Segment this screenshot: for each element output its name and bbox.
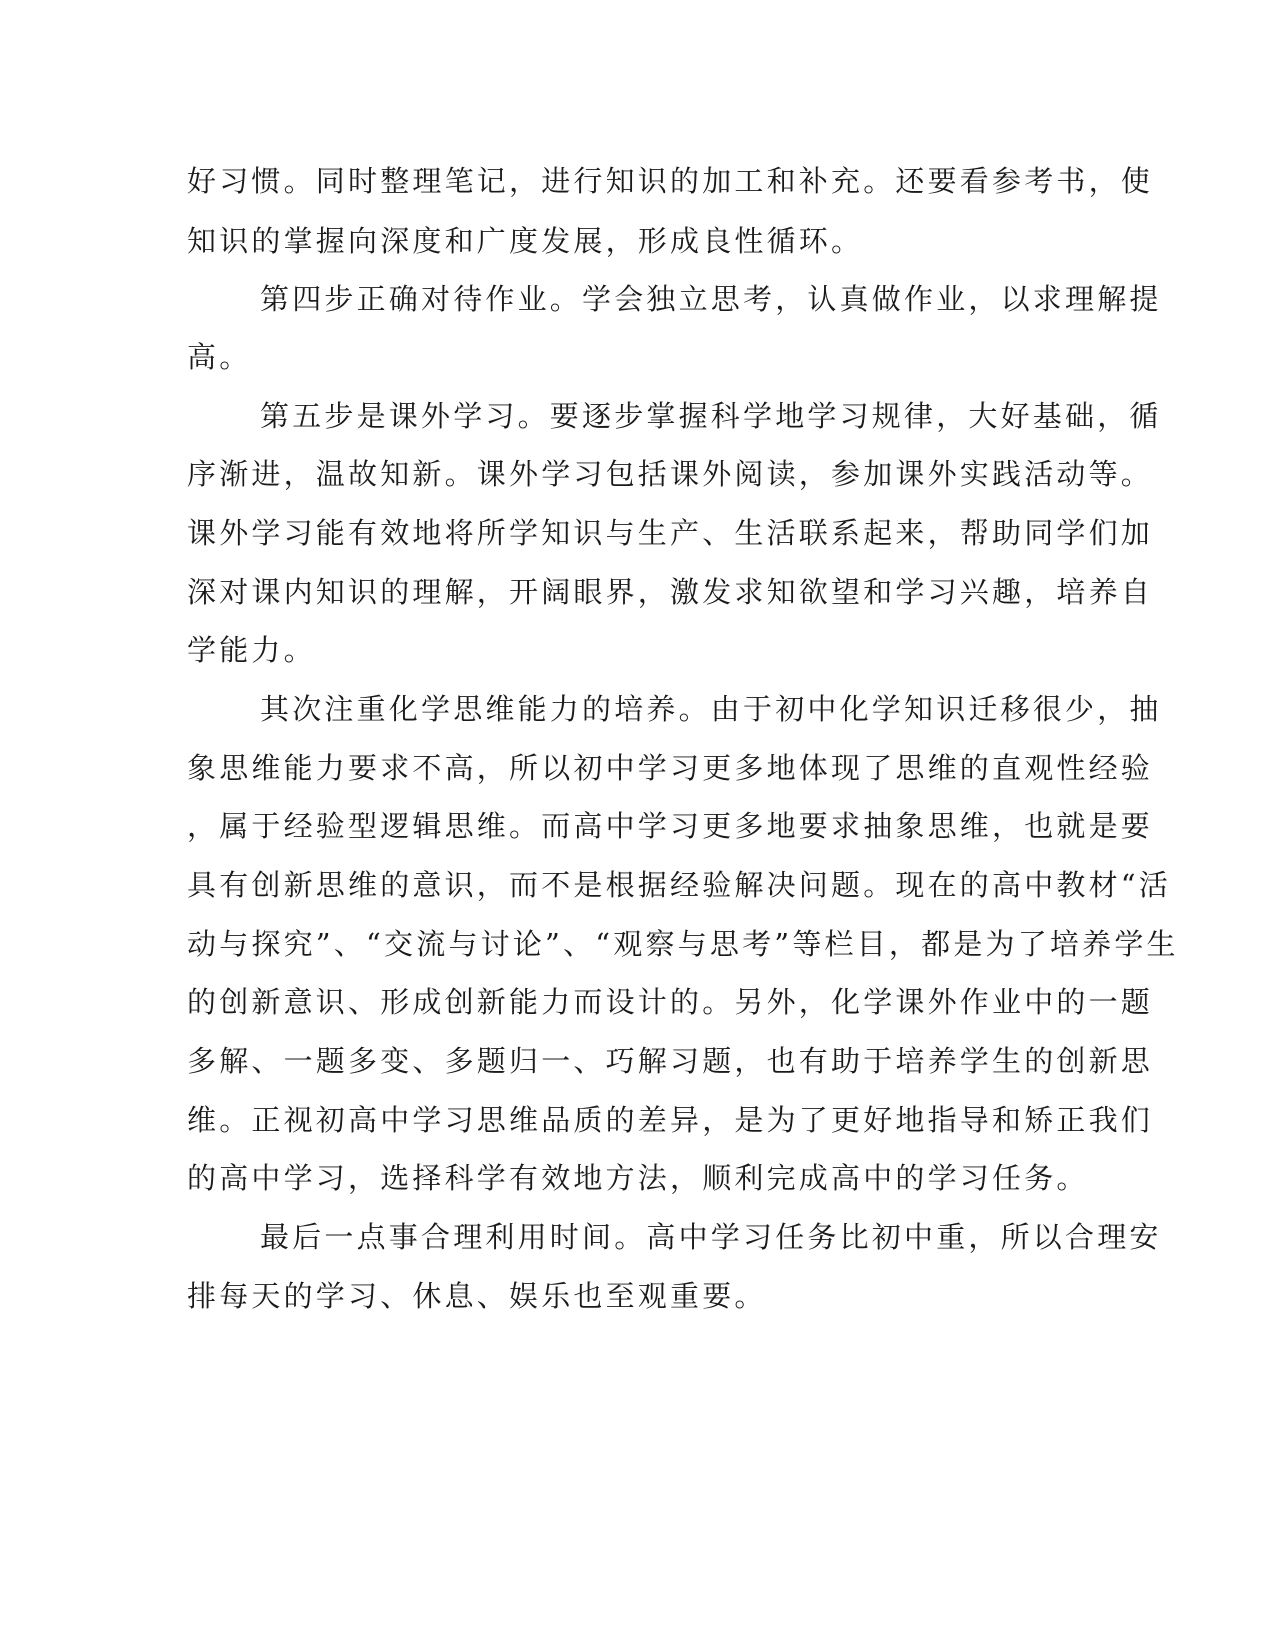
text-line: 象思维能力要求不高，所以初中学习更多地体现了思维的直观性经验: [187, 751, 1154, 785]
text-line: 序渐进，温故知新。课外学习包括课外阅读，参加课外实践活动等。: [187, 457, 1154, 491]
paragraph-start-line: 第四步正确对待作业。学会独立思考，认真做作业，以求理解提: [260, 282, 1162, 316]
text-line: 知识的掌握向深度和广度发展，形成良性循环。: [187, 224, 864, 258]
text-line: 高。: [187, 340, 252, 374]
paragraph-start-line: 第五步是课外学习。要逐步掌握科学地学习规律，大好基础，循: [260, 399, 1162, 433]
text-line: ，属于经验型逻辑思维。而高中学习更多地要求抽象思维，也就是要: [187, 809, 1154, 843]
text-line: 好习惯。同时整理笔记，进行知识的加工和补充。还要看参考书，使: [187, 164, 1154, 198]
text-line: 深对课内知识的理解，开阔眼界，激发求知欲望和学习兴趣，培养自: [187, 575, 1154, 609]
text-line: 的创新意识、形成创新能力而设计的。另外，化学课外作业中的一题: [187, 985, 1154, 1019]
text-line: 多解、一题多变、多题归一、巧解习题，也有助于培养学生的创新思: [187, 1044, 1154, 1078]
text-line: 课外学习能有效地将所学知识与生产、生活联系起来，帮助同学们加: [187, 516, 1154, 550]
text-line: 学能力。: [187, 633, 316, 667]
text-line: 维。正视初高中学习思维品质的差异，是为了更好地指导和矫正我们: [187, 1103, 1154, 1137]
paragraph-start-line: 最后一点事合理利用时间。高中学习任务比初中重，所以合理安: [260, 1220, 1162, 1254]
text-line: 排每天的学习、休息、娱乐也至观重要。: [187, 1279, 767, 1313]
paragraph-start-line: 其次注重化学思维能力的培养。由于初中化学知识迁移很少，抽: [260, 692, 1162, 726]
text-line: 具有创新思维的意识，而不是根据经验解决问题。现在的高中教材“活: [187, 868, 1172, 902]
text-line: 的高中学习，选择科学有效地方法，顺利完成高中的学习任务。: [187, 1161, 1089, 1195]
text-line: 动与探究”、“交流与讨论”、“观察与思考”等栏目，都是为了培养学生: [187, 927, 1179, 961]
